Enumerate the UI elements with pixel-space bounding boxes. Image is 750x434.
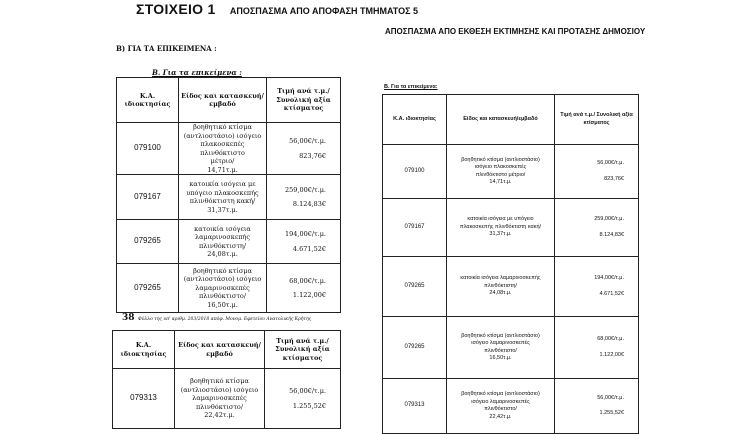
price-per-sqm: 259,00€/τ.μ. <box>284 185 326 194</box>
total-value: 1.255,52€ <box>292 401 326 410</box>
desc-line: βοηθητικό κτίσμα <box>190 377 249 386</box>
desc-line: πλινθόκτιστο/ <box>484 406 517 412</box>
desc-line: κατοικία ισόγεια <box>194 224 251 233</box>
ka-cell: 079265 <box>117 264 179 313</box>
desc-line: βοηθητικό κτίσμα (αντλιοστάσιο) <box>461 391 540 397</box>
left-table <box>116 77 341 313</box>
footnote-text: Φύλλο της υπ' αριθμ. 203/2018 απόφ. Μονομ. Εφετείου Ανατολικής Κρήτης <box>137 317 312 322</box>
desc-line: μέτριο/ <box>210 157 235 165</box>
header-ka: Κ.Α. ιδιοκτησίας <box>383 95 447 145</box>
desc-line: 16,50τ.μ. <box>207 300 238 309</box>
value-cell <box>265 369 341 429</box>
value-cell <box>555 317 639 379</box>
header-desc: Είδος και κατασκευή/εμβαδό <box>447 95 555 145</box>
price-per-sqm: 68,00€/τ.μ. <box>289 276 326 285</box>
right-section-label: Β. Για τα επικείμενα: <box>384 84 438 90</box>
total-value: 8.124,83€ <box>599 231 624 238</box>
desc-line: 16,50τ.μ. <box>489 355 512 361</box>
desc-line: λαμαρινοσκεπές <box>192 394 247 403</box>
desc-line: πλινθόκτιστη/ <box>484 282 517 289</box>
desc-line: 24,08τ.μ. <box>489 290 512 297</box>
price-per-sqm: 56,00€/τ.μ. <box>597 394 624 401</box>
desc-line: ισόγειο λαμαρινοσκεπές <box>471 398 530 405</box>
desc-line: (αντλιοστάσιο) ισόγειο <box>183 131 262 140</box>
desc-line: 31,37τ.μ. <box>489 231 512 238</box>
total-value: 4.671,52€ <box>599 290 624 297</box>
total-value: 4.671,52€ <box>292 244 326 253</box>
desc-line: υπόγειο πλακοσκεπής <box>186 188 259 197</box>
table-row <box>117 123 341 175</box>
total-value: 823,76€ <box>604 175 624 182</box>
header-ka: Κ.Α. ιδιοκτησίας <box>113 331 175 369</box>
desc-line: πλινθόκτιστο/ <box>195 402 244 411</box>
desc-cell <box>179 123 267 175</box>
desc-line: (αντλιοστάσιο) ισόγειο <box>183 275 262 284</box>
ka-cell: 079100 <box>117 123 179 175</box>
total-value: 823,76€ <box>299 151 326 160</box>
header-price: Τιμή ανά τ.μ./ Συνολική αξία κτίσματος <box>555 95 639 145</box>
desc-line: πλινθόκτιστη κακή/ <box>189 197 256 205</box>
table-row <box>117 264 341 313</box>
desc-cell <box>179 264 267 313</box>
desc-line: ισόγειο πλακοσκεπές <box>474 164 527 170</box>
ka-cell: 079167 <box>383 199 447 257</box>
table-row <box>117 175 341 220</box>
desc-line: 22,42τ.μ. <box>204 411 235 420</box>
desc-cell <box>179 175 267 220</box>
desc-line: πλινθόκτιστη/ <box>198 241 247 250</box>
desc-line: βοηθητικό κτίσμα <box>193 266 252 275</box>
title-main: ΣΤΟΙΧΕΙΟ 1 <box>136 1 216 17</box>
left-table-2 <box>112 330 341 429</box>
value-cell <box>555 257 639 317</box>
value-cell <box>267 175 341 220</box>
title-subtitle: ΑΠΟΣΠΑΣΜΑ ΑΠΟ ΑΠΟΦΑΣΗ ΤΜΗΜΑΤΟΣ 5 <box>229 6 418 16</box>
ka-cell: 079100 <box>383 145 447 199</box>
desc-line: κατοικία ισόγεια λαμαρινοσκεπής <box>460 275 541 282</box>
desc-line: ισόγειο λαμαρινοσκεπές <box>471 340 530 346</box>
table-row <box>383 257 639 317</box>
left-table-header-row <box>117 78 341 123</box>
price-per-sqm: 56,00€/τ.μ. <box>597 160 624 166</box>
value-cell <box>555 145 639 199</box>
right-title: ΑΠΟΣΠΑΣΜΑ ΑΠΟ ΕΚΘΕΣΗ ΕΚΤΙΜΗΣΗΣ ΚΑΙ ΠΡΟΤΑΣΗΣ ΔΗΜΟΣΙΟΥ <box>385 27 646 36</box>
desc-line: κατοικία ισόγεια με <box>189 180 256 188</box>
header-desc: Είδος και κατασκευή/εμβαδό <box>175 331 265 369</box>
left-section-label: Β. Για τα επικείμενα : <box>152 68 242 77</box>
desc-line: 22,42τ.μ. <box>489 413 512 420</box>
desc-line: 14,71τ.μ. <box>207 165 238 174</box>
desc-line: πλινθόκτιστο μέτριο/ <box>475 171 526 178</box>
desc-line: λαμαρινοσκεπές <box>195 283 250 292</box>
desc-line: βοηθητικό κτίσμα (αντλιοστάσιο) <box>461 332 540 339</box>
price-per-sqm: 194,00€/τ.μ. <box>284 230 326 238</box>
footnote-mark: 38 <box>122 313 135 323</box>
desc-line: βοηθητικό κτίσμα (αντλιοστάσιο) <box>461 156 540 163</box>
price-per-sqm: 56,00€/τ.μ. <box>289 137 326 145</box>
value-cell <box>267 123 341 175</box>
table-row <box>383 379 639 434</box>
total-value: 1.122,00€ <box>292 291 326 299</box>
desc-line: 24,08τ.μ. <box>207 250 238 258</box>
table-row <box>117 220 341 264</box>
header-ka: Κ.Α. ιδιοκτησίας <box>117 78 179 123</box>
value-cell <box>555 379 639 434</box>
ka-cell: 079265 <box>117 220 179 264</box>
desc-cell <box>447 257 555 317</box>
desc-line: πλακοσκεπής πλινθόκτιστη κακή/ <box>459 223 542 230</box>
desc-cell <box>447 379 555 434</box>
table-row <box>383 317 639 379</box>
ka-cell: 079265 <box>383 257 447 317</box>
header-desc: Είδος και κατασκευή/εμβαδό <box>179 78 267 123</box>
desc-line: λαμαρινοσκεπής <box>194 233 251 241</box>
ka-cell: 079167 <box>117 175 179 220</box>
value-cell <box>267 220 341 264</box>
total-value: 1.122,00€ <box>599 351 624 358</box>
price-per-sqm: 68,00€/τ.μ. <box>597 336 624 342</box>
right-table <box>382 94 639 434</box>
price-per-sqm: 259,00€/τ.μ. <box>594 216 624 222</box>
table-row <box>383 199 639 257</box>
price-per-sqm: 56,00€/τ.μ. <box>289 387 326 395</box>
ka-cell: 079313 <box>383 379 447 434</box>
header-price: Τιμή ανά τ.μ./ Συνολική αξία κτίσματος <box>265 331 341 369</box>
desc-line: κατοικία ισόγεια με υπόγειο <box>467 216 534 223</box>
left-table-2-header-row <box>113 331 341 369</box>
price-per-sqm: 194,00€/τ.μ. <box>594 275 624 281</box>
footnote <box>122 313 311 323</box>
desc-cell <box>447 145 555 199</box>
table-row <box>383 145 639 199</box>
left-header: Β) ΓΙΑ ΤΑ ΕΠΙΚΕΙΜΕΝΑ : <box>116 44 217 53</box>
desc-cell <box>179 220 267 264</box>
value-cell <box>555 199 639 257</box>
right-table-header-row <box>383 95 639 145</box>
desc-line: πλινθόκτιστο/ <box>484 347 517 354</box>
total-value: 1.255,52€ <box>599 410 624 416</box>
ka-cell: 079313 <box>113 369 175 429</box>
desc-line: 14,71τ.μ. <box>489 179 512 185</box>
ka-cell: 079265 <box>383 317 447 379</box>
table-row <box>113 369 341 429</box>
desc-line: πλακοσκεπές πλινθόκτιστο <box>200 140 245 157</box>
value-cell <box>267 264 341 313</box>
header-price: Τιμή ανά τ.μ./ Συνολική αξία κτίσματος <box>267 78 341 123</box>
desc-line: (αντλιοστάσιο) ισόγειο <box>180 385 259 394</box>
desc-line: βοηθητικό κτίσμα <box>193 123 252 131</box>
desc-cell <box>447 199 555 257</box>
desc-line: 31,37τ.μ. <box>207 205 238 214</box>
total-value: 8.124,83€ <box>292 200 326 208</box>
desc-line: πλινθόκτιστο/ <box>198 292 247 301</box>
desc-cell <box>447 317 555 379</box>
document-title <box>136 1 418 17</box>
desc-cell <box>175 369 265 429</box>
